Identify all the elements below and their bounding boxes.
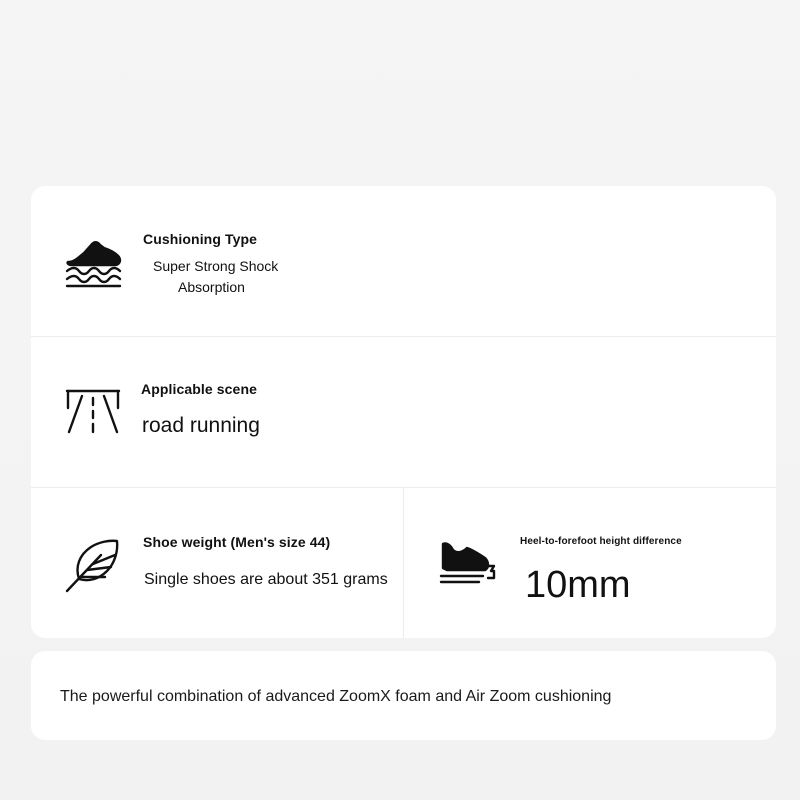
scene-label: Applicable scene bbox=[141, 381, 257, 397]
shoe-cushion-icon bbox=[64, 238, 124, 290]
spec-row-cushioning bbox=[31, 186, 776, 337]
spec-row-weight-drop bbox=[31, 488, 776, 638]
cushioning-value-line1: Super Strong Shock bbox=[153, 258, 279, 274]
cushioning-label: Cushioning Type bbox=[143, 231, 258, 247]
spec-card bbox=[31, 186, 776, 638]
feature-footer bbox=[31, 651, 776, 740]
road-icon bbox=[65, 388, 121, 436]
cushioning-value-line2: Absorption bbox=[178, 279, 245, 295]
footer-text: The powerful combination of advanced ZoomX foam and Air Zoom cushioning bbox=[60, 688, 612, 705]
drop-value: 10mm bbox=[525, 564, 631, 606]
heel-drop-icon bbox=[439, 538, 497, 588]
spec-row-scene bbox=[31, 337, 776, 488]
drop-label: Heel-to-forefoot height difference bbox=[520, 536, 682, 547]
weight-value: Single shoes are about 351 grams bbox=[144, 571, 388, 588]
scene-value: road running bbox=[142, 414, 260, 437]
weight-label: Shoe weight (Men's size 44) bbox=[143, 534, 331, 550]
spec-cell-drop bbox=[403, 488, 776, 638]
feather-icon bbox=[65, 537, 121, 593]
